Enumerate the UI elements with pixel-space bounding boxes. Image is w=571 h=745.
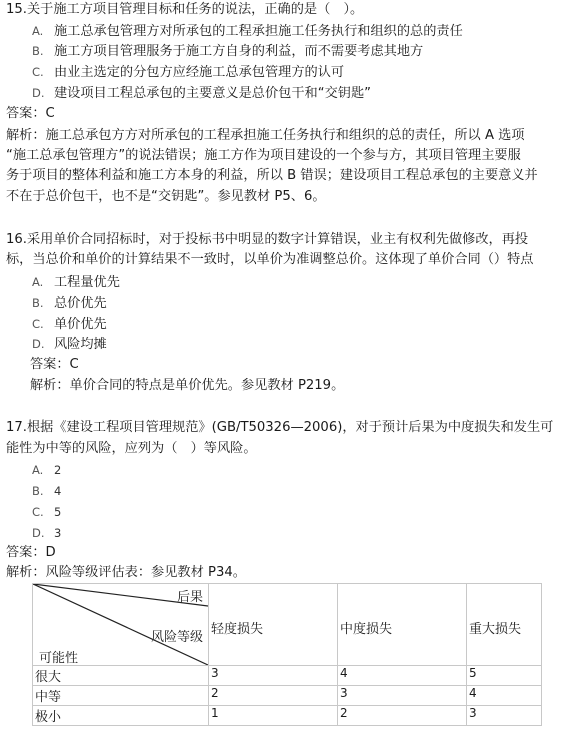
- q17-option-b: [32, 481, 61, 502]
- row-label: 极小: [33, 706, 209, 726]
- table-cell: 3: [209, 666, 338, 686]
- table-row: [33, 666, 542, 686]
- q17-option-a: [32, 460, 61, 481]
- column-header: 轻度损失: [209, 584, 338, 666]
- corner-label-risk-level: 风险等级: [151, 630, 204, 645]
- table-cell: 4: [338, 666, 467, 686]
- table-cell: 1: [209, 706, 338, 726]
- option-text: 3: [54, 526, 62, 540]
- q15-option-d: [32, 83, 371, 104]
- q17-option-d: [32, 523, 61, 544]
- option-text: 单价优先: [54, 317, 107, 332]
- option-text: 风险均摊: [54, 337, 107, 352]
- option-letter: D.: [32, 337, 45, 351]
- option-letter: B.: [32, 44, 44, 58]
- q16-stem-line: 16.采用单价合同招标时，对于投标书中明显的数字计算错误，业主有权利先做修改，再投: [6, 232, 529, 247]
- q15-option-a: [32, 21, 463, 42]
- table-row: [33, 706, 542, 726]
- table-cell: 2: [338, 706, 467, 726]
- option-text: 工程量优先: [54, 275, 120, 290]
- option-text: 施工方项目管理服务于施工方自身的利益，而不需要考虑其地方: [54, 44, 424, 59]
- q17-option-c: [32, 502, 61, 523]
- option-text: 4: [54, 484, 62, 498]
- q16-option-c: [32, 314, 107, 335]
- option-letter: A.: [32, 24, 44, 38]
- q16-option-d: [32, 334, 107, 355]
- q17-stem-line: 能性为中等的风险，应列为（ ）等风险。: [6, 441, 257, 456]
- risk-level-table: [32, 583, 542, 726]
- option-text: 由业主选定的分包方应经施工总承包管理方的认可: [54, 65, 345, 80]
- table-cell: 4: [467, 686, 542, 706]
- table-cell: 5: [467, 666, 542, 686]
- table-row: [33, 686, 542, 706]
- row-label: 中等: [33, 686, 209, 706]
- q16-stem-line: 标，当总价和单价的计算结果不一致时，以单价为准调整总价。这体现了单价合同（）特点: [6, 252, 534, 267]
- q15-option-c: [32, 62, 344, 83]
- q16-option-a: [32, 272, 120, 293]
- corner-label-consequence: 后果: [177, 590, 204, 605]
- option-letter: C.: [32, 65, 44, 79]
- q16-option-b: [32, 293, 107, 314]
- table-corner-cell: [33, 584, 209, 666]
- q15-explain-line: 不在于总价包干，也不是“交钥匙”。参见教材 P5、6。: [6, 189, 326, 204]
- option-text: 5: [54, 505, 62, 519]
- option-letter: D.: [32, 86, 45, 100]
- q16-explain: 解析：单价合同的特点是单价优先。参见教材 P219。: [30, 378, 345, 393]
- option-text: 建设项目工程总承包的主要意义是总价包干和“交钥匙”: [54, 86, 371, 101]
- table-cell: 2: [209, 686, 338, 706]
- table-cell: 3: [338, 686, 467, 706]
- option-letter: D.: [32, 526, 45, 540]
- q16-answer: 答案：C: [30, 357, 79, 372]
- row-label: 很大: [33, 666, 209, 686]
- q17-stem-line: 17.根据《建设工程项目管理规范》(GB/T50326—2006)，对于预计后果为中度损失和发生可: [6, 420, 554, 435]
- option-letter: A.: [32, 275, 44, 289]
- column-header: 中度损失: [338, 584, 467, 666]
- option-letter: A.: [32, 463, 44, 477]
- q15-explain-line: 解析：施工总承包方方对所承包的工程承担施工任务执行和组织的总的责任，所以 A 选项: [6, 128, 525, 143]
- option-text: 总价优先: [54, 296, 107, 311]
- q17-explain: 解析：风险等级评估表：参见教材 P34。: [6, 565, 246, 580]
- option-letter: C.: [32, 505, 44, 519]
- option-letter: C.: [32, 317, 44, 331]
- corner-label-likelihood: 可能性: [39, 651, 79, 666]
- q15-explain-line: “施工总承包管理方”的说法错误；施工方作为项目建设的一个参与方，其项目管理主要服: [6, 148, 521, 163]
- q17-answer: 答案：D: [6, 545, 56, 560]
- option-text: 施工总承包管理方对所承包的工程承担施工任务执行和组织的总的责任: [54, 24, 463, 39]
- q15-option-b: [32, 41, 423, 62]
- table-cell: 3: [467, 706, 542, 726]
- column-header: 重大损失: [467, 584, 542, 666]
- q15-explain-line: 务于项目的整体利益和施工方本身的利益，所以 B 错误；建设项目工程总承包的主要意义并: [6, 168, 538, 183]
- q15-stem: 15.关于施工方项目管理目标和任务的说法，正确的是（ ）。: [6, 2, 364, 17]
- option-text: 2: [54, 463, 62, 477]
- q15-answer: 答案：C: [6, 106, 55, 121]
- option-letter: B.: [32, 484, 44, 498]
- option-letter: B.: [32, 296, 44, 310]
